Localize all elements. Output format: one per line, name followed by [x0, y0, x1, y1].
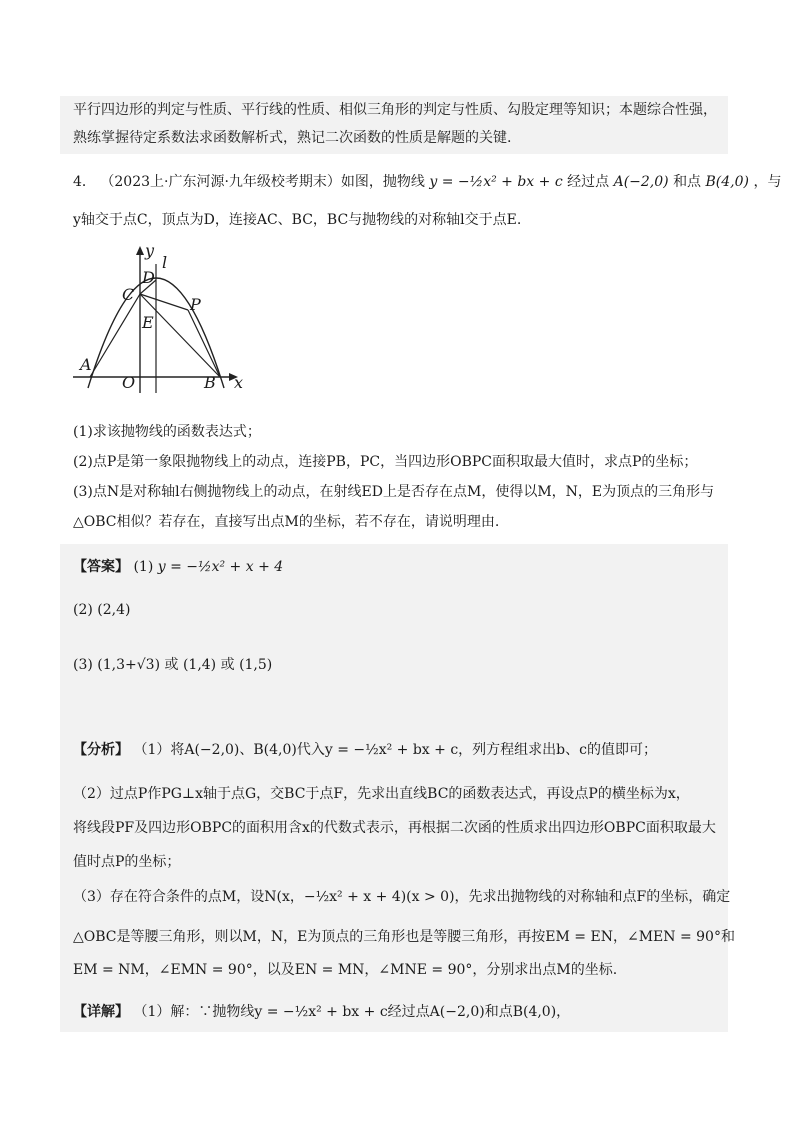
point-a: A(−2,0) [613, 174, 669, 190]
question-3b: △OBC相似？若存在，直接写出点M的坐标，若不存在，请说明理由. [73, 514, 500, 530]
analysis-line-7: EM = NM，∠EMN = 90°，以及EN = MN，∠MNE = 90°，分别求出点M的坐标. [73, 962, 618, 978]
answer-line-2 [73, 600, 131, 620]
segment-ac [90, 294, 140, 377]
intro-line-1: 平行四边形的判定与性质、平行线的性质、相似三角形的判定与性质、勾股定理等知识；本题综合性强， [73, 102, 717, 118]
answer-3-point-2: (1,4) [182, 657, 217, 673]
question-1: (1)求该抛物线的函数表达式； [73, 424, 261, 440]
analysis-line-1 [73, 740, 657, 760]
label-p: P [190, 295, 201, 314]
analysis-line-3: 将线段PF及四边形OBPC的面积用含x的代数式表示，再根据二次函的性质求出四边形OBPC面积取最大 [73, 820, 716, 836]
label-o: O [122, 373, 136, 392]
answer-2-value: (2,4) [97, 602, 131, 618]
label-l: l [162, 253, 168, 272]
problem-source: （2023上·广东河源·九年级校考期末）如图，抛物线 [100, 174, 425, 190]
segment-bc [140, 294, 220, 377]
label-y: y [145, 241, 155, 260]
analysis-line-5: （3）存在符合条件的点M，设N(x，−½x² + x + 4)(x > 0)，先求出抛物线的对称轴和点F的坐标，确定 [73, 889, 731, 905]
detail-text-1: （1）解：∵抛物线y = −½x² + bx + c经过点A(−2,0)和点B(4,0)， [133, 1004, 571, 1020]
problem-text: 经过点 [567, 174, 610, 190]
question-3a: (3)点N是对称轴l右侧抛物线上的动点，在射线ED上是否存在点M，使得以M，N，E为顶点的三角形与 [73, 484, 715, 500]
analysis-label: 【分析】 [73, 742, 129, 758]
label-e: E [142, 313, 154, 332]
answer-3-prefix: (3) [73, 657, 93, 673]
label-x: x [234, 373, 244, 392]
detail-label: 【详解】 [73, 1004, 129, 1020]
problem-line-1 [73, 172, 781, 192]
parabola-equation: y = −½x² + bx + c [429, 174, 563, 190]
label-c: C [122, 285, 135, 304]
answer-3-point-1: (1,3+√3) [97, 657, 161, 673]
segment-pb [188, 310, 220, 377]
answer-2-prefix: (2) [73, 602, 93, 618]
answer-label: 【答案】 [73, 559, 129, 575]
analysis-line-6: △OBC是等腰三角形，则以M，N，E为顶点的三角形也是等腰三角形，再按EM = EN，∠MEN = 90°和 [73, 929, 735, 945]
answer-3-point-3: (1,5) [239, 657, 273, 673]
label-b: B [204, 373, 216, 392]
problem-number: 4． [73, 174, 96, 190]
answer-line-1 [73, 557, 283, 577]
problem-line-2: y轴交于点C，顶点为D，连接AC、BC，BC与抛物线的对称轴l交于点E. [73, 212, 522, 228]
answer-line-3 [73, 655, 272, 675]
answer-1-equation: y = −½x² + x + 4 [157, 559, 284, 575]
intro-line-2: 熟练掌握待定系数法求函数解析式，熟记二次函数的性质是解题的关键. [73, 130, 512, 146]
detail-line-1 [73, 1002, 570, 1022]
answer-3-or-2: 或 [220, 657, 235, 673]
answer-3-or-1: 或 [164, 657, 179, 673]
question-2: (2)点P是第一象限抛物线上的动点，连接PB，PC，当四边形OBPC面积取最大值时，求点P的坐标； [73, 454, 698, 470]
tail-text: ，与 [753, 174, 782, 190]
and-text: 和点 [673, 174, 702, 190]
y-axis-arrow [136, 246, 144, 255]
analysis-line-4: 值时点P的坐标； [73, 854, 181, 870]
label-d: D [142, 268, 155, 287]
analysis-text-1: （1）将A(−2,0)、B(4,0)代入y = −½x² + bx + c，列方程组求出b、c的值即可； [133, 742, 657, 758]
label-a: A [80, 355, 92, 374]
analysis-line-2: （2）过点P作PG⊥x轴于点G，交BC于点F，先求出直线BC的函数表达式，再设点P的横坐标为x， [73, 786, 690, 802]
parabola-figure [68, 238, 268, 398]
answer-1-prefix: (1) [133, 559, 154, 575]
point-b: B(4,0) [705, 174, 749, 190]
